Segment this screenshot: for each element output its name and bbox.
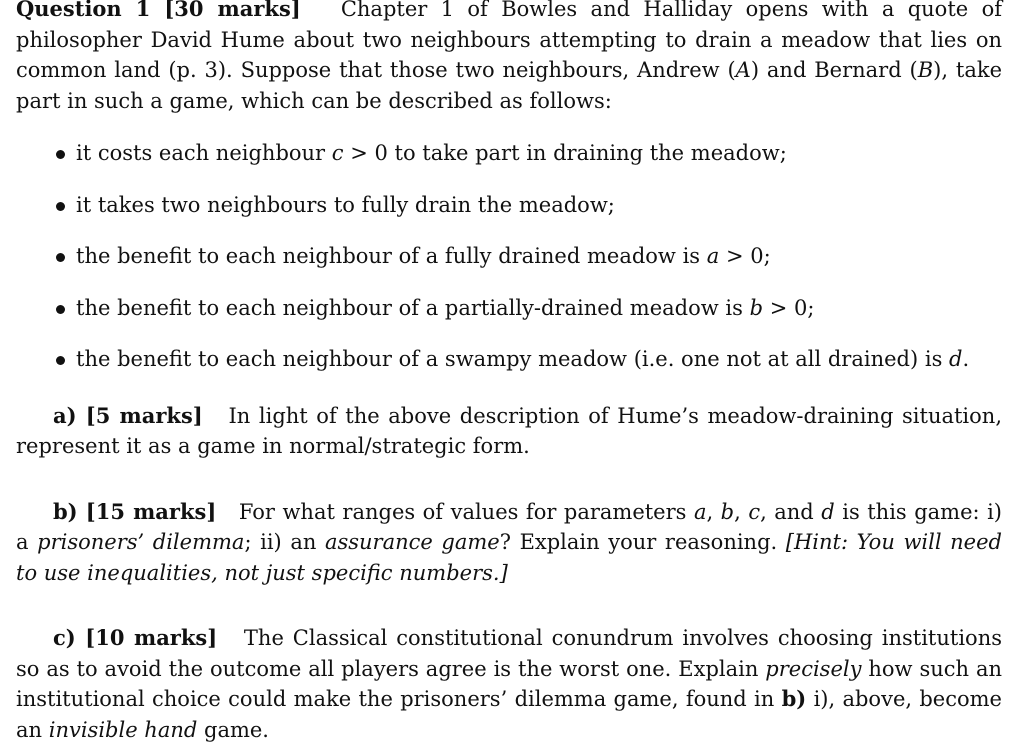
text-run: i), above, become an xyxy=(16,687,1002,742)
bullet-icon xyxy=(56,356,65,365)
text-run: how such an institutional choice could make the prisoners’ dilemma game, found in xyxy=(16,656,1002,711)
bullet-text xyxy=(76,347,969,371)
text-run: a xyxy=(706,244,720,268)
text-run: d xyxy=(949,347,963,371)
text-run: , xyxy=(706,499,721,524)
text-run: Chapter 1 of Bowles and Halliday opens with a quote of philosopher David Hume about two neighbours attempting to drain a meadow that lies on common land (p. 3). Suppose that those two neighbours, Andrew ( xyxy=(16,0,1002,82)
text-run: a xyxy=(693,499,707,524)
text-run: it takes two neighbours to fully drain the meadow; xyxy=(76,192,615,217)
bullet-icon xyxy=(56,202,65,211)
text-run: it costs each neighbour xyxy=(76,141,332,165)
text-run: the benefit to each neighbour of a partially-drained meadow is xyxy=(76,295,750,320)
text-run: The Classical constitutional conundrum involves choosing institutions so as to avoid the outcome all players agree is the worst one. Explain xyxy=(16,626,1002,681)
text-run: invisible hand xyxy=(48,717,198,742)
bullet-icon xyxy=(56,150,65,159)
bullet-icon xyxy=(56,253,65,262)
question-document xyxy=(16,0,1002,745)
text-run: precisely xyxy=(765,656,862,681)
condition-list xyxy=(16,138,1002,375)
text-run: b xyxy=(749,295,764,320)
text-run: d xyxy=(821,499,835,524)
question-intro xyxy=(16,0,1002,116)
text-run: B xyxy=(917,58,934,82)
text-run: b) xyxy=(781,686,807,711)
text-run: the benefit to each neighbour of a swampy meadow (i.e. one not at all drained) is xyxy=(76,347,950,371)
list-item xyxy=(16,293,1002,324)
bullet-text xyxy=(76,193,615,217)
text-run: , xyxy=(734,499,749,524)
part-b xyxy=(16,497,1002,589)
list-item xyxy=(16,190,1002,221)
text-run: For what ranges of values for parameters xyxy=(238,499,694,524)
text-run: ) and Bernard ( xyxy=(750,58,918,82)
text-run: is this game: i) a xyxy=(16,499,1002,554)
text-run: > 0 to take part in draining the meadow; xyxy=(343,141,787,165)
part-c-label: c) [10 marks] xyxy=(53,625,218,650)
text-run: A xyxy=(735,58,751,82)
question-heading: Question 1 [30 marks] xyxy=(16,0,301,21)
part-a xyxy=(16,401,1002,462)
text-run: , and xyxy=(760,499,822,524)
text-run: c xyxy=(748,499,761,524)
bullet-text xyxy=(76,244,771,268)
text-run: ? Explain your reasoning. xyxy=(499,530,786,554)
bullet-text xyxy=(76,141,787,165)
bullet-text xyxy=(76,296,814,320)
list-item xyxy=(16,138,1002,169)
text-run: game. xyxy=(197,717,269,742)
text-run: > 0; xyxy=(763,295,815,320)
text-run: . xyxy=(962,347,970,371)
text-run: c xyxy=(331,141,344,165)
part-a-label: a) [5 marks] xyxy=(53,402,203,428)
text-run: assurance game xyxy=(324,530,500,554)
text-run: In light of the above description of Hume’s meadow-draining situation, represent it as a game in normal/strategic form. xyxy=(16,403,1002,458)
part-c xyxy=(16,623,1002,745)
text-run: b xyxy=(720,499,735,524)
text-run: prisoners’ dilemma xyxy=(37,530,245,554)
text-run: [Hint: You will need to use inequalities, not just specific numbers.] xyxy=(16,530,1002,585)
list-item xyxy=(16,241,1002,272)
part-b-label: b) [15 marks] xyxy=(53,498,217,524)
text-run: ), take part in such a game, which can be described as follows: xyxy=(16,58,1002,113)
text-run: > 0; xyxy=(719,244,771,268)
bullet-icon xyxy=(56,305,65,314)
list-item xyxy=(16,344,1002,375)
text-run: ; ii) an xyxy=(244,530,325,554)
text-run: the benefit to each neighbour of a fully drained meadow is xyxy=(76,244,707,268)
